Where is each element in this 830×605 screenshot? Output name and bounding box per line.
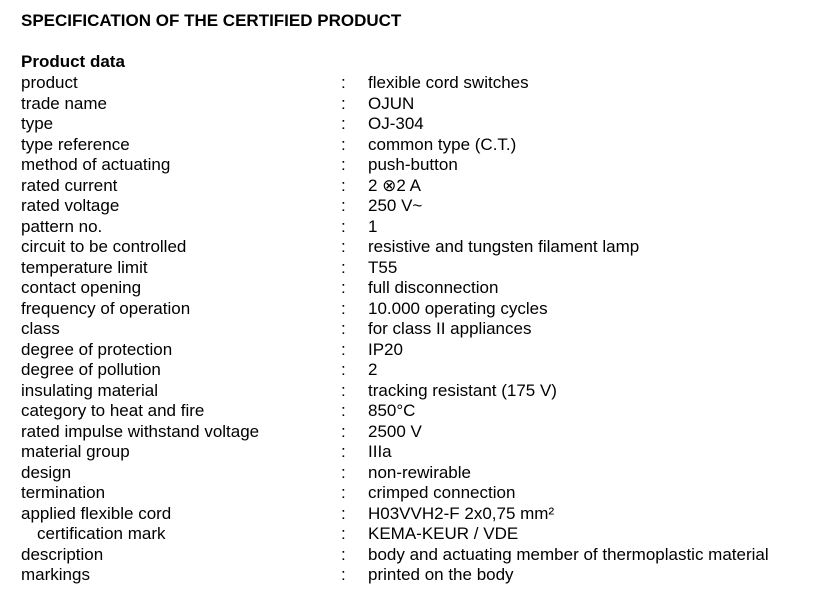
spec-label: pattern no.: [21, 216, 103, 236]
spec-separator: :: [341, 257, 346, 277]
spec-row: [21, 237, 821, 258]
spec-value: 1: [368, 216, 378, 236]
spec-separator: :: [341, 216, 346, 236]
document-title: SPECIFICATION OF THE CERTIFIED PRODUCT: [21, 11, 402, 30]
spec-row: [21, 565, 821, 586]
spec-separator: :: [341, 462, 346, 482]
spec-value: 10.000 operating cycles: [368, 298, 548, 318]
spec-label: product: [21, 73, 78, 92]
spec-row: [21, 483, 821, 504]
spec-label: degree of pollution: [21, 360, 161, 379]
spec-separator: :: [341, 503, 346, 523]
spec-label: rated voltage: [21, 196, 120, 215]
spec-row: [21, 401, 821, 422]
spec-value: 250 V~: [368, 196, 423, 215]
section-title-product-data: Product data: [21, 52, 125, 71]
spec-label: certification mark: [37, 524, 166, 543]
spec-label: trade name: [21, 93, 107, 113]
spec-row: [21, 176, 821, 197]
spec-row: [21, 258, 821, 279]
spec-value: 2: [368, 360, 378, 379]
spec-label: circuit to be controlled: [21, 237, 187, 256]
spec-separator: :: [341, 565, 346, 584]
spec-label: degree of protection: [21, 339, 173, 359]
spec-row: [21, 217, 821, 238]
spec-label: description: [21, 544, 104, 564]
spec-row: [21, 299, 821, 320]
specification-document: [21, 10, 821, 586]
spec-separator: :: [341, 298, 346, 318]
spec-separator: :: [341, 401, 346, 420]
spec-value: IP20: [368, 339, 403, 359]
spec-value: resistive and tungsten filament lamp: [368, 237, 640, 256]
spec-row: [21, 196, 821, 217]
spec-label: frequency of operation: [21, 298, 191, 318]
spec-value: T55: [368, 257, 398, 277]
spec-separator: :: [341, 544, 346, 564]
spec-label: applied flexible cord: [21, 503, 172, 523]
spec-separator: :: [341, 93, 346, 113]
spec-separator: :: [341, 237, 346, 256]
spec-separator: :: [341, 442, 346, 461]
spec-row: [21, 524, 821, 545]
spec-row: [21, 545, 821, 566]
spec-separator: :: [341, 114, 346, 133]
spec-value: tracking resistant (175 V): [368, 380, 557, 400]
spec-value: 2500 V: [368, 421, 422, 441]
spec-separator: :: [341, 339, 346, 359]
spec-row: [21, 340, 821, 361]
spec-separator: :: [341, 278, 346, 297]
spec-label: type reference: [21, 134, 130, 154]
spec-value: full disconnection: [368, 278, 499, 297]
spec-label: markings: [21, 565, 90, 584]
spec-value: common type (C.T.): [368, 134, 517, 154]
spec-row: [21, 278, 821, 299]
spec-value: OJ-304: [368, 114, 424, 133]
spec-row: [21, 381, 821, 402]
spec-label: rated current: [21, 175, 118, 195]
spec-value: OJUN: [368, 93, 415, 113]
spec-separator: :: [341, 196, 346, 215]
spec-value: printed on the body: [368, 565, 514, 584]
spec-row: [21, 360, 821, 381]
spec-label: temperature limit: [21, 257, 148, 277]
spec-row: [21, 94, 821, 115]
spec-separator: :: [341, 483, 346, 502]
spec-label: insulating material: [21, 380, 159, 400]
spec-label: type: [21, 114, 54, 133]
spec-row: [21, 463, 821, 484]
spec-value: crimped connection: [368, 483, 516, 502]
spec-separator: :: [341, 73, 346, 92]
spec-label: rated impulse withstand voltage: [21, 421, 260, 441]
spec-row: [21, 422, 821, 443]
spec-label: class: [21, 319, 60, 338]
spec-value: flexible cord switches: [368, 73, 529, 92]
spec-separator: :: [341, 134, 346, 154]
spec-value: non-rewirable: [368, 462, 471, 482]
spec-separator: :: [341, 524, 346, 543]
spec-row: [21, 155, 821, 176]
spec-label: design: [21, 462, 72, 482]
spec-row: [21, 73, 821, 94]
spec-separator: :: [341, 155, 346, 174]
spec-separator: :: [341, 175, 346, 195]
spec-value: push-button: [368, 155, 458, 174]
spec-row: [21, 114, 821, 135]
spec-value: 850°C: [368, 401, 416, 420]
spec-value: IIIa: [368, 442, 392, 461]
product-data-list: [21, 73, 821, 586]
spec-separator: :: [341, 360, 346, 379]
spec-row: [21, 319, 821, 340]
spec-row: [21, 504, 821, 525]
spec-value: H03VVH2-F 2x0,75 mm²: [368, 503, 555, 523]
spec-label: material group: [21, 442, 130, 461]
spec-label: contact opening: [21, 278, 142, 297]
spec-value: KEMA-KEUR / VDE: [368, 524, 519, 543]
spec-value: 2 ⊗2 A: [368, 175, 422, 195]
spec-label: method of actuating: [21, 155, 171, 174]
spec-separator: :: [341, 319, 346, 338]
spec-separator: :: [341, 380, 346, 400]
spec-label: termination: [21, 483, 106, 502]
spec-row: [21, 442, 821, 463]
spec-value: body and actuating member of thermoplastic material: [368, 544, 769, 564]
spec-row: [21, 135, 821, 156]
spec-separator: :: [341, 421, 346, 441]
spec-label: category to heat and fire: [21, 401, 205, 420]
spec-value: for class II appliances: [368, 319, 532, 338]
